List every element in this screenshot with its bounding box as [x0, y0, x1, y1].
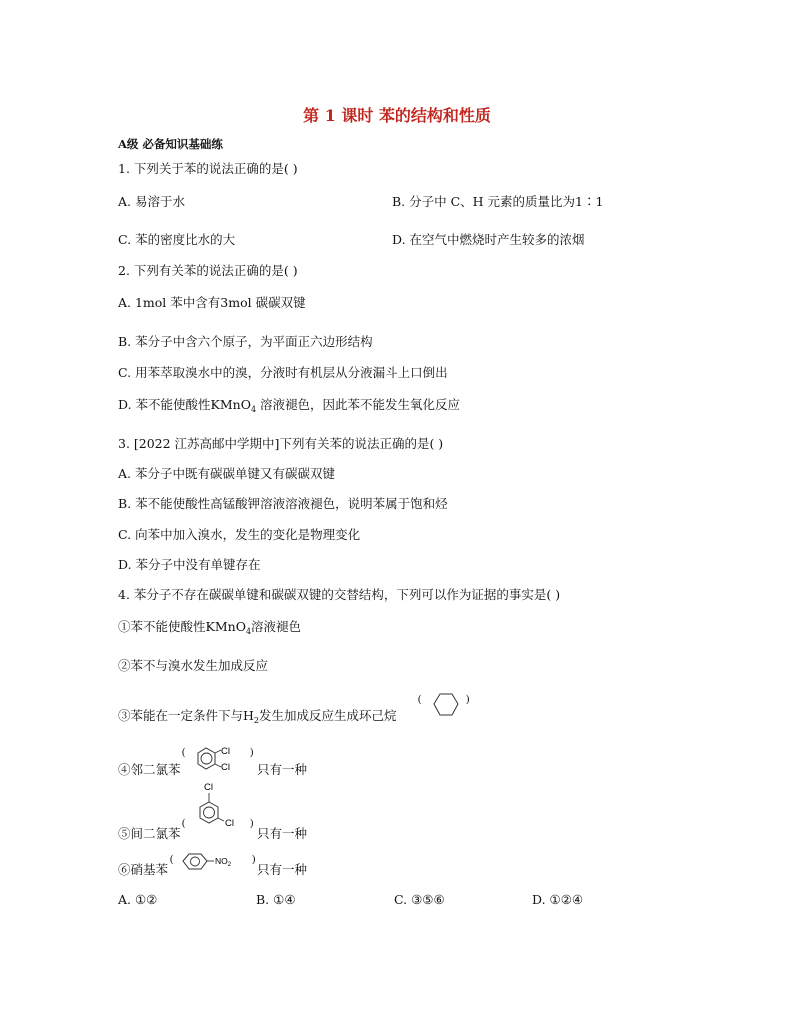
- question-1-option-b: B. 分子中 C、H 元素的质量比为1∶1: [392, 194, 604, 209]
- ortho-dichlorobenzene-structure: [182, 742, 258, 782]
- paren-close: ): [252, 854, 256, 865]
- cyclohexane-structure: [418, 688, 474, 724]
- statement-3: ③苯能在一定条件下与$H_2$发生加成反应生成环己烷: [118, 708, 397, 725]
- meta-dichlorobenzene-structure: [182, 780, 258, 842]
- question-1-option-d: D. 在空气中燃烧时产生较多的浓烟: [392, 232, 585, 247]
- question-2-option-a: A. 1mol 苯中含有3mol 碳碳双键: [118, 295, 306, 310]
- paren-close: ): [250, 818, 254, 829]
- paren-open: (: [182, 818, 186, 829]
- benzene-ring: [183, 854, 207, 869]
- question-4-option-a: A. ①②: [118, 892, 158, 907]
- question-2-option-d: D. 苯不能使酸性KMnO$_4$ 溶液褪色，因此苯不能发生氧化反应: [118, 397, 461, 414]
- question-3-option-b: B. 苯不能使酸性高锰酸钾溶液溶液褪色，说明苯属于饱和烃: [118, 496, 448, 511]
- no2-label: $NO_2$: [215, 856, 232, 868]
- question-2-option-c: C. 用苯萃取溴水中的溴，分液时有机层从分液漏斗上口倒出: [118, 365, 448, 380]
- question-4-option-c: C. ③⑤⑥: [394, 892, 445, 907]
- paren-close: ): [250, 747, 254, 758]
- question-1-option-c: C. 苯的密度比水的大: [118, 232, 236, 247]
- statement-4-label: ④邻二氯苯: [118, 762, 181, 777]
- aromatic-circle: [201, 753, 212, 764]
- page-title: 第 1 课时 苯的结构和性质: [303, 106, 491, 125]
- paren-close: ): [466, 694, 470, 705]
- question-1-stem: 1. 下列关于苯的说法正确的是( ): [118, 161, 298, 176]
- nitrobenzene-structure: [170, 848, 260, 878]
- question-4-option-d: D. ①②④: [532, 892, 584, 907]
- paren-open: (: [170, 854, 174, 865]
- question-3-option-c: C. 向苯中加入溴水，发生的变化是物理变化: [118, 527, 361, 542]
- benzene-ring: [200, 802, 218, 823]
- paren-open: (: [182, 747, 186, 758]
- question-2-stem: 2. 下列有关苯的说法正确的是( ): [118, 263, 298, 278]
- cyclohexane-ring: [434, 694, 458, 715]
- cl-label: Cl: [225, 818, 234, 829]
- statement-6-label: ⑥硝基苯: [118, 862, 169, 877]
- question-2-option-b: B. 苯分子中含六个原子，为平面正六边形结构: [118, 334, 373, 349]
- question-1-option-a: A. 易溶于水: [118, 194, 185, 209]
- aromatic-circle: [191, 857, 200, 866]
- aromatic-circle: [204, 807, 215, 818]
- cl-label: Cl: [204, 782, 213, 793]
- question-3-stem: 3. [2022 江苏高邮中学期中]下列有关苯的说法正确的是( ): [118, 436, 444, 451]
- section-heading: A级 必备知识基础练: [118, 137, 223, 151]
- question-4-option-b: B. ①④: [256, 892, 296, 907]
- question-3-option-a: A. 苯分子中既有碳碳单键又有碳碳双键: [118, 466, 335, 481]
- paren-open: (: [418, 694, 422, 705]
- question-3-option-d: D. 苯分子中没有单键存在: [118, 557, 261, 572]
- question-4-stem: 4. 苯分子不存在碳碳单键和碳碳双键的交替结构，下列可以作为证据的事实是( ): [118, 587, 561, 602]
- statement-2: ②苯不与溴水发生加成反应: [118, 658, 269, 673]
- c-cl-bond: [218, 818, 224, 821]
- statement-5-suffix: 只有一种: [257, 826, 308, 841]
- statement-5-label: ⑤间二氯苯: [118, 826, 181, 841]
- cl-label: Cl: [221, 746, 230, 757]
- statement-1: ①苯不能使酸性KMnO$_4$溶液褪色: [118, 619, 302, 636]
- statement-4-suffix: 只有一种: [257, 762, 308, 777]
- cl-label: Cl: [221, 762, 230, 773]
- statement-6-suffix: 只有一种: [257, 862, 308, 877]
